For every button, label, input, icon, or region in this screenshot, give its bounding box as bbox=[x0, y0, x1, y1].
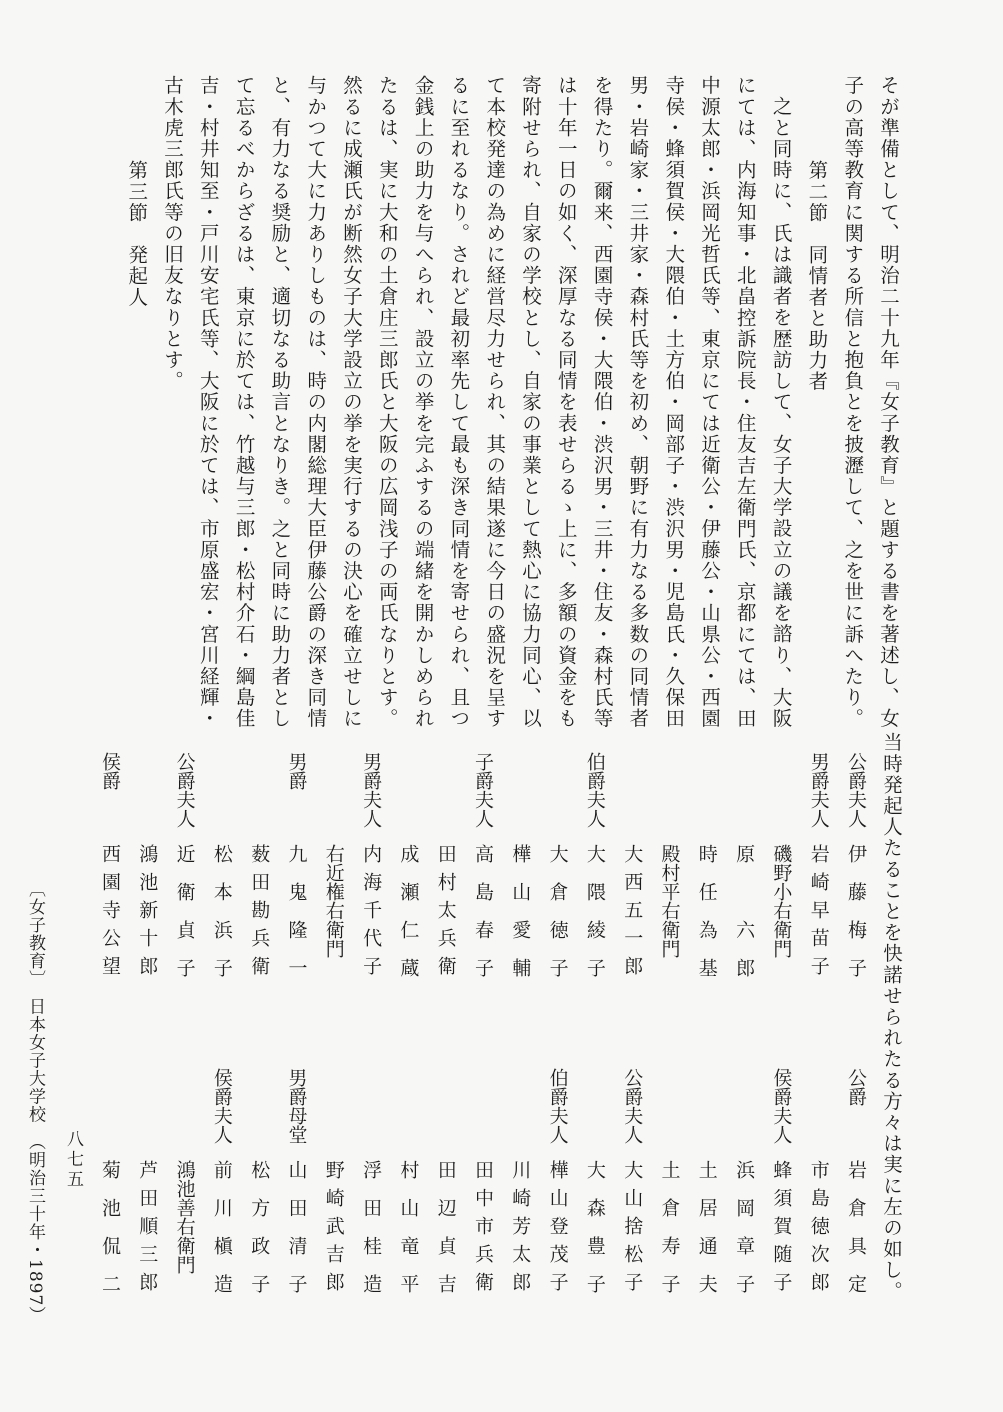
founder-entry bbox=[284, 752, 309, 996]
founder-entry bbox=[731, 1068, 756, 1312]
source-citation bbox=[22, 880, 47, 1324]
founder-name: 原 六郎 bbox=[733, 844, 756, 996]
founder-entry bbox=[507, 1068, 532, 1300]
founder-entry bbox=[470, 1068, 495, 1300]
founder-entry bbox=[172, 752, 197, 996]
founder-name: 大倉徳子 bbox=[546, 844, 569, 996]
founder-entry bbox=[470, 752, 495, 996]
founder-name: 鴻池善右衛門 bbox=[173, 1160, 196, 1274]
body-line: と、有力なる奨励と、適切なる助言となりき。之と同時に助力者とし bbox=[268, 75, 292, 730]
founder-entry bbox=[806, 752, 831, 984]
body-line: 子の高等教育に関する所信と抱負とを披瀝して、之を世に訴へたり。 bbox=[841, 75, 865, 730]
founder-name: 田辺貞吉 bbox=[434, 1160, 457, 1312]
founder-name: 村山竜平 bbox=[397, 1160, 420, 1312]
founder-name: 岩崎早苗子 bbox=[807, 844, 830, 984]
founder-entry bbox=[321, 1068, 346, 1300]
founder-name: 前川槇造 bbox=[210, 1160, 233, 1312]
founder-entry bbox=[619, 1068, 644, 1300]
founder-name: 田中市兵衛 bbox=[472, 1160, 494, 1300]
founder-name: 大森豊子 bbox=[583, 1160, 606, 1312]
body-line: 寄附せられ、自家の学校とし、自家の事業として熱心に協力同心、以 bbox=[519, 75, 542, 730]
founder-name: 市島徳次郎 bbox=[807, 1160, 830, 1300]
founder-title: 公爵夫人 bbox=[845, 752, 867, 828]
founder-title: 公爵 bbox=[845, 1068, 867, 1106]
section-heading: 第三節 発起人 bbox=[125, 160, 149, 308]
founder-name: 山田清子 bbox=[285, 1160, 308, 1312]
founder-entry bbox=[657, 1068, 682, 1312]
founder-entry bbox=[395, 1068, 420, 1312]
founder-title: 公爵夫人 bbox=[173, 752, 196, 828]
founder-entry bbox=[97, 1068, 122, 1312]
section-heading: 第二節 同情者と助力者 bbox=[805, 160, 829, 393]
founder-name: 樺山愛輔 bbox=[509, 844, 532, 996]
founder-name: 松本浜子 bbox=[210, 844, 233, 996]
founder-entry bbox=[545, 1068, 570, 1300]
founder-name: 鴻池新十郎 bbox=[136, 844, 159, 984]
founder-title: 伯爵夫人 bbox=[583, 752, 606, 828]
founder-entry bbox=[657, 752, 682, 958]
founder-title: 侯爵夫人 bbox=[210, 1068, 233, 1144]
founder-name: 岩倉具定 bbox=[845, 1160, 867, 1312]
founder-entry bbox=[246, 1068, 271, 1312]
founder-entry bbox=[246, 752, 271, 984]
founder-entry bbox=[358, 1068, 383, 1312]
page-number: 八七五 bbox=[63, 1130, 83, 1190]
founder-entry bbox=[284, 1068, 309, 1312]
founder-name: 大隈綾子 bbox=[583, 844, 606, 996]
body-line: 之と同時に、氏は識者を歴訪して、女子大学設立の議を諮り、大阪 bbox=[769, 96, 793, 729]
founder-title: 公爵夫人 bbox=[621, 1068, 644, 1144]
founder-name: 薮田勘兵衛 bbox=[248, 844, 271, 984]
founder-entry bbox=[507, 752, 532, 996]
founder-entry bbox=[209, 752, 234, 996]
founder-entry bbox=[768, 1068, 793, 1300]
founder-entry bbox=[843, 752, 868, 996]
founder-entry bbox=[694, 752, 719, 996]
citation-publisher: 日本女子大学校 bbox=[25, 997, 45, 1124]
founder-title: 男爵 bbox=[285, 752, 308, 790]
founder-entry bbox=[731, 752, 756, 996]
list-intro: 当時発起人たることを快諾せられたる方々は実に左の如し。 bbox=[880, 732, 903, 1302]
founder-name: 川崎芳太郎 bbox=[509, 1160, 532, 1300]
body-line: て本校発達の為めに経営尽力せられ、其の結果遂に今日の盛況を呈す bbox=[483, 75, 507, 730]
founder-title: 男爵夫人 bbox=[807, 752, 830, 828]
body-line: て忘るべからざるは、東京に於ては、竹越与三郎・松村介石・綱島佳 bbox=[232, 75, 256, 730]
founder-name: 松方政子 bbox=[248, 1160, 271, 1312]
founder-name: 大西五一郎 bbox=[621, 844, 644, 984]
founder-entry bbox=[843, 1068, 868, 1312]
founder-entry bbox=[134, 1068, 159, 1300]
founder-name: 内海千代子 bbox=[360, 844, 383, 984]
body-line: 与かつて大に力ありしものは、時の内閣総理大臣伊藤公爵の深き同情 bbox=[304, 75, 328, 730]
founder-entry bbox=[358, 752, 383, 984]
founder-name: 浮田桂造 bbox=[360, 1160, 383, 1312]
founder-title: 伯爵夫人 bbox=[546, 1068, 569, 1144]
founder-entry bbox=[134, 752, 159, 984]
founder-name: 樺山登茂子 bbox=[546, 1160, 569, 1300]
body-line: 然るに成瀬氏が断然女子大学設立の挙を実行するの決心を確立せしに bbox=[340, 75, 363, 730]
founder-name: 九鬼隆一 bbox=[285, 844, 308, 996]
founder-entry bbox=[582, 752, 607, 996]
founder-name: 伊藤梅子 bbox=[845, 844, 867, 996]
founder-name: 高島春子 bbox=[472, 844, 494, 996]
founder-name: 土倉寿子 bbox=[658, 1160, 681, 1312]
founder-entry bbox=[172, 1068, 197, 1274]
founder-entry bbox=[545, 752, 570, 996]
founder-name: 芦田順三郎 bbox=[136, 1160, 159, 1300]
body-line: にては、内海知事・北畠控訴院長・住友吉左衛門氏、京都にては、田 bbox=[733, 75, 757, 730]
founder-name: 成瀬仁蔵 bbox=[397, 844, 420, 996]
body-line: は十年一日の如く、深厚なる同情を表せらるゝ上に、多額の資金をも bbox=[554, 75, 578, 730]
founder-entry bbox=[694, 1068, 719, 1312]
founder-title: 侯爵 bbox=[99, 752, 121, 790]
founder-title: 男爵母堂 bbox=[285, 1068, 308, 1144]
body-line: たるは、実に大和の土倉庄三郎氏と大阪の広岡浅子の両氏なりとす。 bbox=[375, 75, 399, 730]
founder-entry bbox=[806, 1068, 831, 1300]
founder-name: 菊池侃二 bbox=[99, 1160, 121, 1312]
founder-entry bbox=[433, 1068, 458, 1312]
founder-entry bbox=[321, 752, 346, 958]
founder-name: 時任為基 bbox=[695, 844, 718, 996]
body-line: 吉・村井知至・戸川安宅氏等、大阪に於ては、市原盛宏・宮川経輝・ bbox=[196, 75, 220, 730]
founder-name: 土居通夫 bbox=[695, 1160, 718, 1312]
founder-name: 蜂須賀随子 bbox=[770, 1160, 793, 1300]
founder-entry bbox=[209, 1068, 234, 1312]
founder-entry bbox=[395, 752, 420, 996]
founder-entry bbox=[582, 1068, 607, 1312]
founder-name: 磯野小右衛門 bbox=[770, 844, 793, 958]
citation-work: 〔女子教育〕 bbox=[25, 880, 45, 980]
body-line: 金銭上の助力を与へられ、設立の挙を完ふするの端緒を開かしめられ bbox=[411, 75, 435, 730]
founder-title: 子爵夫人 bbox=[472, 752, 494, 828]
body-line: を得たり。爾来、西園寺侯・大隈伯・渋沢男・三井・住友・森村氏等 bbox=[590, 75, 614, 730]
citation-date: （明治三十年・1897） bbox=[25, 1141, 45, 1325]
body-line: そが準備として、明治二十九年『女子教育』と題する書を著述し、女 bbox=[877, 75, 900, 730]
founder-entry bbox=[433, 752, 458, 984]
founder-title: 侯爵夫人 bbox=[770, 1068, 793, 1144]
body-line: るに至れるなり。されど最初率先して最も深き同情を寄せられ、且つ bbox=[447, 75, 471, 730]
founder-name: 大山捨松子 bbox=[621, 1160, 644, 1300]
body-line: 古木虎三郎氏等の旧友なりとす。 bbox=[161, 75, 184, 392]
founder-entry bbox=[768, 752, 793, 958]
body-line: 中源太郎・浜岡光哲氏等、東京にては近衛公・伊藤公・山県公・西園 bbox=[698, 75, 721, 730]
founder-entry bbox=[619, 752, 644, 984]
body-line: 寺侯・蜂須賀侯・大隈伯・土方伯・岡部子・渋沢男・児島氏・久保田 bbox=[662, 75, 686, 730]
founder-name: 殿村平右衛門 bbox=[658, 844, 681, 958]
body-line: 男・岩崎家・三井家・森村氏等を初め、朝野に有力なる多数の同情者 bbox=[626, 75, 650, 730]
founder-title: 男爵夫人 bbox=[360, 752, 383, 828]
founder-name: 右近権右衛門 bbox=[322, 844, 345, 958]
founder-entry bbox=[97, 752, 122, 984]
founder-name: 野崎武吉郎 bbox=[322, 1160, 345, 1300]
founder-name: 浜岡章子 bbox=[733, 1160, 756, 1312]
founder-name: 西園寺公望 bbox=[99, 844, 121, 984]
founder-name: 田村太兵衛 bbox=[434, 844, 457, 984]
founder-name: 近衛貞子 bbox=[173, 844, 196, 996]
